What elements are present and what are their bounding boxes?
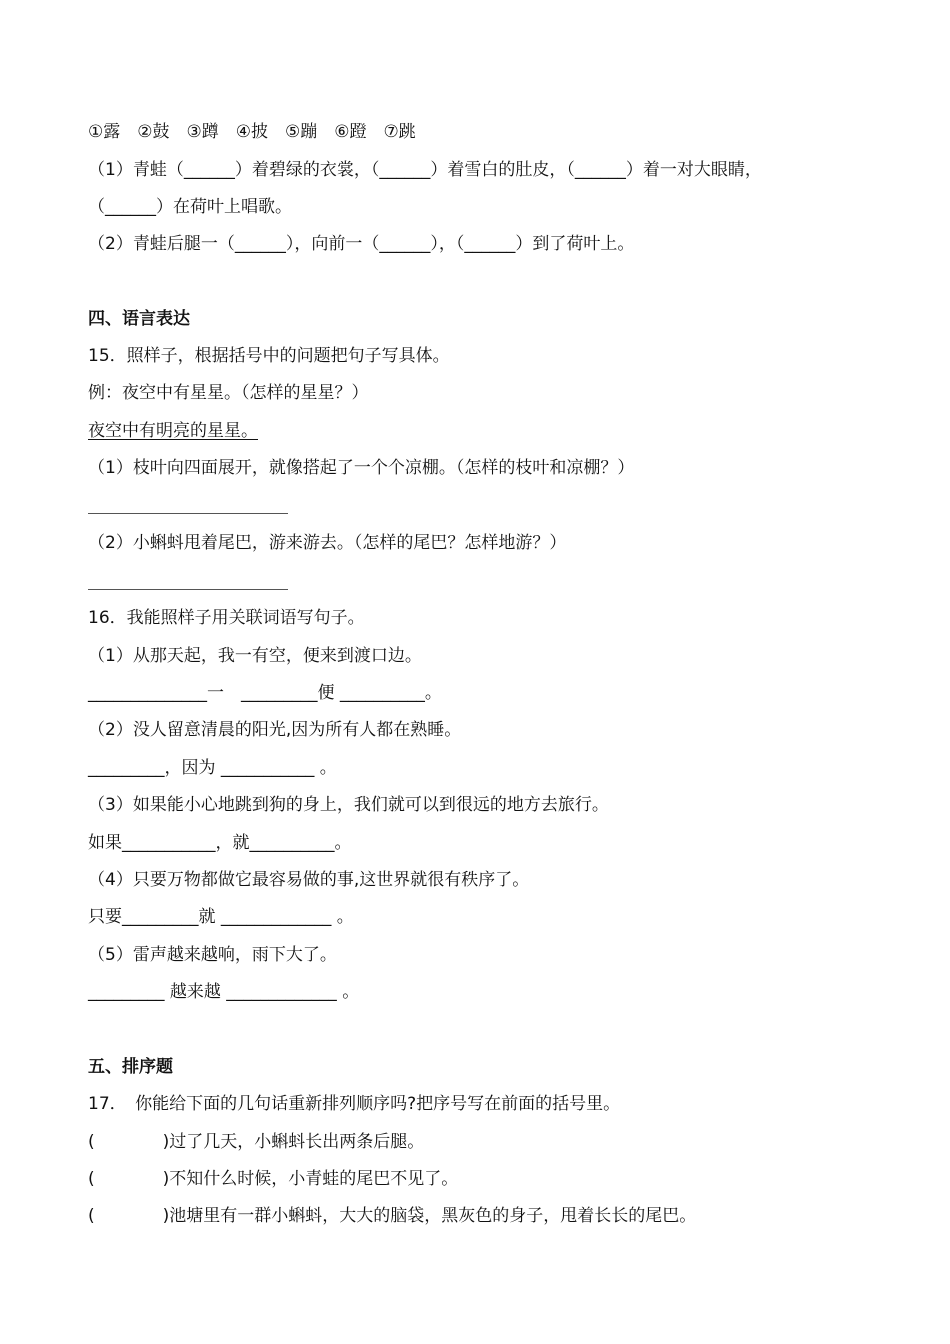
q17-line2[interactable]: ( )不知什么时候，小青蛙的尾巴不见了。 — [88, 1169, 459, 1189]
section-5-heading: 五、排序题 — [88, 1057, 173, 1077]
q16-item3: （3）如果能小心地跳到狗的身上，我们就可以到很远的地方去旅行。 — [88, 795, 609, 815]
q17-line1[interactable]: ( )过了几天，小蝌蚪长出两条后腿。 — [88, 1132, 425, 1152]
q16-prompt: 16．我能照样子用关联词语写句子。 — [88, 608, 365, 628]
q16-item4-blank[interactable]: 只要_________就 _____________ 。 — [88, 907, 354, 927]
q16-item2: （2）没人留意清晨的阳光,因为所有人都在熟睡。 — [88, 720, 462, 740]
q16-item4: （4）只要万物都做它最容易做的事,这世界就很有秩序了。 — [88, 870, 530, 890]
section-4-heading: 四、语言表达 — [88, 309, 190, 329]
q16-item5-blank[interactable]: _________ 越来越 _____________ 。 — [88, 982, 360, 1002]
q16-item3-blank[interactable]: 如果___________，就__________。 — [88, 833, 352, 853]
q16-item1: （1）从那天起，我一有空，便来到渡口边。 — [88, 646, 422, 666]
q14-item1-line1: （1）青蛙（______）着碧绿的衣裳，（______）着雪白的肚皮，（______）着一对大眼睛， — [88, 160, 762, 180]
q15-prompt: 15．照样子，根据括号中的问题把句子写具体。 — [88, 346, 450, 366]
word-bank-options: ①露 ②鼓 ③蹲 ④披 ⑤蹦 ⑥蹬 ⑦跳 — [88, 122, 416, 142]
q15-example: 例：夜空中有星星。（怎样的星星？） — [88, 383, 369, 403]
q17-prompt: 17． 你能给下面的几句话重新排列顺序吗?把序号写在前面的括号里。 — [88, 1094, 621, 1114]
q14-item1-line2: （______）在荷叶上唱歌。 — [88, 197, 292, 217]
q16-item2-blank[interactable]: _________，因为 ___________ 。 — [88, 758, 337, 778]
q16-item1-blank[interactable]: ______________一 _________便 __________。 — [88, 683, 442, 703]
q16-item5: （5）雷声越来越响，雨下大了。 — [88, 945, 337, 965]
q15-item1-answer-line[interactable] — [88, 513, 288, 514]
q15-item1: （1）枝叶向四面展开，就像搭起了一个个凉棚。（怎样的枝叶和凉棚？） — [88, 458, 635, 478]
q15-item2-answer-line[interactable] — [88, 589, 288, 590]
q17-line3[interactable]: ( )池塘里有一群小蝌蚪，大大的脑袋，黑灰色的身子，甩着长长的尾巴。 — [88, 1206, 697, 1226]
q15-example-answer: 夜空中有明亮的星星。 — [88, 421, 258, 441]
q14-item2: （2）青蛙后腿一（______），向前一（______），（______）到了荷叶上。 — [88, 234, 635, 254]
q15-item2: （2）小蝌蚪甩着尾巴，游来游去。（怎样的尾巴？怎样地游？） — [88, 533, 567, 553]
